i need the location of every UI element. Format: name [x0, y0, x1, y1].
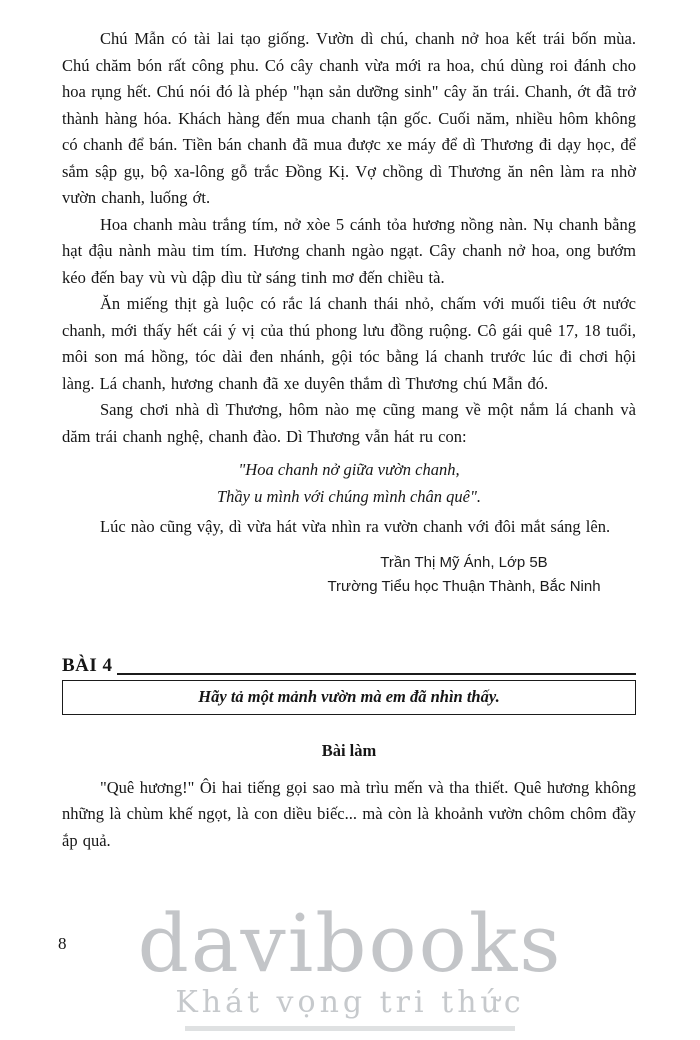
assignment-title: Hãy tả một mảnh vườn mà em đã nhìn thấy.	[198, 686, 500, 706]
watermark-logo-text: davibooks	[137, 897, 563, 990]
section-rule	[117, 673, 636, 675]
essay-body	[62, 775, 636, 855]
paragraph: Ăn miếng thịt gà luộc có rắc lá chanh thái nhỏ, chấm với muối tiêu ớt nước chanh, mới thấy hết cái ý vị của thú phong lưu đồng ruộng. Cô gái quê 17, 18 tuổi, môi son má hồng, tóc dài đen nhánh, gội tóc bằng lá chanh trước lúc đi chơi hội làng. Lá chanh, hương chanh đã xe duyên thắm dì Thương chú Mẫn đó.	[62, 294, 636, 393]
poem-quote	[62, 456, 636, 510]
author-attribution	[292, 551, 636, 599]
watermark-tagline: Khát vọng tri thức	[175, 985, 525, 1020]
paragraph: Chú Mẫn có tài lai tạo giống. Vườn dì chú, chanh nở hoa kết trái bốn mùa. Chú chăm bón rất công phu. Có cây chanh vừa mới ra hoa, chú dùng roi đánh cho hoa rụng hết. Chú nói đó là phép "hạn sản dưỡng sinh" cây ăn trái. Chanh, ớt đã trở thành hàng hóa. Khách hàng đến mua chanh tận gốc. Cuối năm, nhiều hôm không có chanh để bán. Tiền bán chanh đã mua được xe máy để dì Thương đi dạy học, để sắm sập gụ, bộ xa-lông gỗ trắc Đồng Kị. Vợ chồng dì Thương ăn nên làm ra nhờ vườn chanh, luống ớt.	[62, 29, 636, 207]
author-name: Trần Thị Mỹ Ánh, Lớp 5B	[380, 553, 548, 571]
paragraph: Sang chơi nhà dì Thương, hôm nào mẹ cũng mang về một nắm lá chanh và dăm trái chanh nghệ, chanh đào. Dì Thương vẫn hát ru con:	[62, 400, 636, 446]
assignment-title-box	[62, 680, 636, 715]
bai-lam-subheading: Bài làm	[321, 740, 377, 760]
section-label: BÀI 4	[62, 654, 113, 676]
page-number: 8	[58, 934, 67, 953]
page-content	[62, 26, 636, 854]
poem-line: "Hoa chanh nở giữa vườn chanh,	[238, 460, 460, 479]
watermark-rule	[185, 1026, 515, 1031]
publisher-watermark	[0, 897, 700, 1031]
author-school: Trường Tiểu học Thuận Thành, Bắc Ninh	[327, 577, 601, 595]
paragraph: "Quê hương!" Ôi hai tiếng gọi sao mà trìu mến và tha thiết. Quê hương không những là chùm khế ngọt, là con diều biếc... mà còn là khoảnh vườn chôm chôm đầy ắp quả.	[62, 777, 636, 850]
poem-line: Thầy u mình với chúng mình chân quê".	[216, 487, 482, 506]
paragraph: Lúc nào cũng vậy, dì vừa hát vừa nhìn ra vườn chanh với đôi mắt sáng lên.	[100, 517, 611, 536]
paragraph: Hoa chanh màu trắng tím, nở xòe 5 cánh tỏa hương nồng nàn. Nụ chanh bằng hạt đậu nành màu tim tím. Hương chanh ngào ngạt. Cây chanh nở hoa, ong bướm kéo đến bay vù vù dập dìu từ sáng tinh mơ đến chiều tà.	[62, 214, 636, 287]
section-header	[62, 655, 636, 677]
